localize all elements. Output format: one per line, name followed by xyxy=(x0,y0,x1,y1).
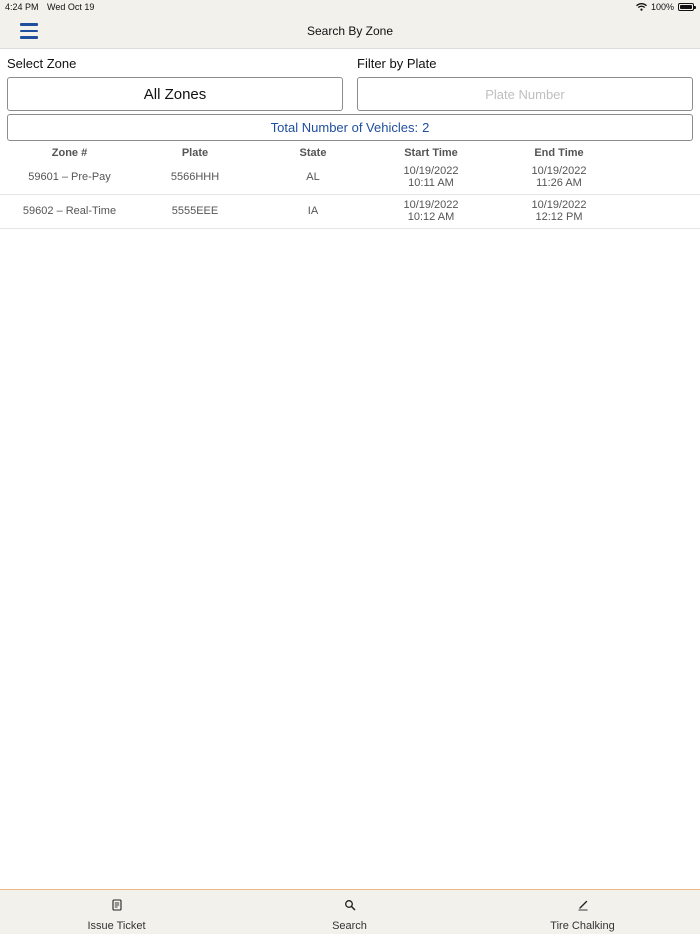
status-bar xyxy=(0,0,700,14)
row-plate: 5555EEE xyxy=(171,205,219,217)
row-start-date-text: 10/19/2022 xyxy=(403,199,459,211)
row-zone: 59601 – Pre-Pay xyxy=(28,171,111,183)
row-start-date-text: 10/19/2022 xyxy=(403,165,459,177)
total-vehicles-banner xyxy=(7,114,693,141)
row-start-time xyxy=(375,199,487,223)
row-end-date-text: 10/19/2022 xyxy=(531,199,587,211)
status-left xyxy=(5,2,94,12)
row-plate: 5566HHH xyxy=(170,171,220,183)
tab-search-label: Search xyxy=(332,920,367,932)
row-end-time-text: 11:26 AM xyxy=(536,177,582,189)
row-end-time-text: 12:12 PM xyxy=(535,211,583,223)
status-date: Wed Oct 19 xyxy=(47,2,95,12)
total-vehicles-count: 2 xyxy=(422,120,430,135)
chalk-pencil-icon xyxy=(577,899,589,911)
row-end-date-text: 10/19/2022 xyxy=(531,165,587,177)
row-start-time-text: 10:11 AM xyxy=(408,177,454,189)
header-plate: Plate xyxy=(181,147,209,159)
wifi-icon xyxy=(636,3,647,11)
header-start-time: Start Time xyxy=(404,147,458,159)
tab-tire-chalking[interactable] xyxy=(466,890,699,934)
tab-tire-chalking-label: Tire Chalking xyxy=(550,920,615,932)
zone-select-value: All Zones xyxy=(143,85,207,103)
row-start-time-text: 10:12 AM xyxy=(407,211,455,223)
table-row[interactable] xyxy=(0,195,700,229)
plate-filter-box xyxy=(357,77,693,111)
row-state: AL xyxy=(306,171,320,183)
row-state: IA xyxy=(307,205,319,217)
tab-search[interactable] xyxy=(233,890,466,934)
tab-issue-ticket-label: Issue Ticket xyxy=(87,920,146,932)
tab-issue-ticket[interactable] xyxy=(0,890,233,934)
header-state: State xyxy=(299,147,327,159)
table-header xyxy=(0,145,700,161)
search-icon xyxy=(344,899,356,911)
status-time: 4:24 PM xyxy=(5,2,39,12)
row-start-time xyxy=(375,165,487,189)
row-end-time xyxy=(500,199,618,223)
header-end-time: End Time xyxy=(534,147,584,159)
zone-select[interactable] xyxy=(7,77,343,111)
select-zone-label: Select Zone xyxy=(7,56,77,71)
row-end-time xyxy=(500,165,618,189)
total-vehicles-label: Total Number of Vehicles: xyxy=(270,120,419,135)
filter-plate-label: Filter by Plate xyxy=(357,56,437,71)
battery-icon xyxy=(678,3,694,11)
nav-bar xyxy=(0,14,700,49)
header-zone: Zone # xyxy=(51,147,88,159)
plate-number-input[interactable] xyxy=(358,78,692,110)
page-title: Search By Zone xyxy=(306,24,394,38)
bottom-tab-bar xyxy=(0,889,700,934)
status-right xyxy=(636,2,694,12)
ticket-icon xyxy=(111,899,123,911)
row-zone: 59602 – Real-Time xyxy=(22,205,117,217)
vehicles-table xyxy=(0,145,700,229)
table-row[interactable] xyxy=(0,161,700,195)
battery-percent: 100% xyxy=(650,2,674,12)
